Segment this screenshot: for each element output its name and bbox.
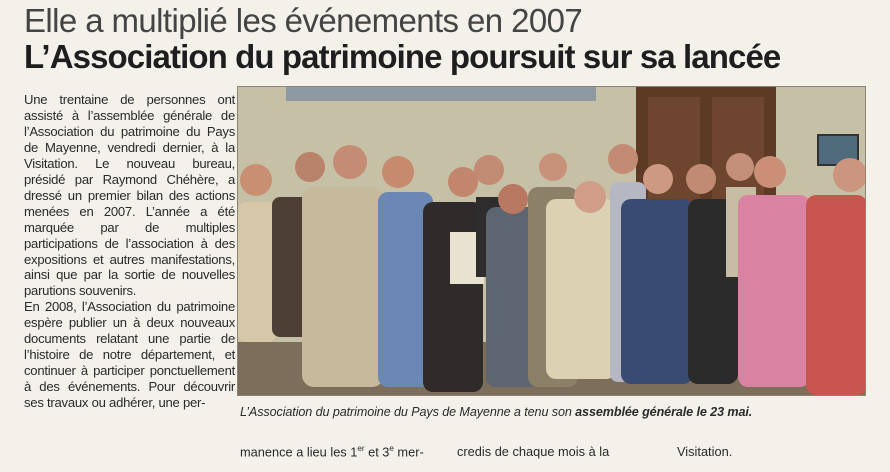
article-body-column: [24, 92, 235, 411]
caption-text: L’Association du patrimoine du Pays de Mayenne a tenu son: [240, 405, 576, 419]
continuation-sup-1: er: [357, 444, 365, 453]
continuation-sup-2: e: [389, 444, 394, 453]
article-kicker: Elle a multiplié les événements en 2007: [24, 2, 583, 39]
continuation-part-3: mer-: [393, 444, 424, 460]
continuation-text-2: credis de chaque mois à la: [457, 444, 610, 459]
body-paragraph-1: Une trentaine de personnes ont assisté à l’assemblée générale de l’Association du patrimoine du Pays de Mayenne, vendredi dernier, à la Visitation. Le nouveau bureau, présidé par Raymond Chéhère, a dressé un premier bilan des actions menées en 2007. L’année a été marquée par de multiples participations de l’association à des expositions et autres manifestations, ainsi que par la sortie de nouvelles parutions souvenirs.: [24, 92, 235, 299]
body-paragraph-2: En 2008, l’Association du patrimoine espère publier un à deux nouveaux documents relatant une partie de l’histoire de notre département, et continuer à participer ponctuellement à des événements. Pour découvrir ses travaux ou adhérer, une per-: [24, 299, 235, 411]
group-photo: [237, 86, 866, 396]
continuation-part-2: et 3: [364, 444, 390, 460]
continuation-part-1: manence a lieu les 1: [240, 444, 358, 460]
group-photo-image: [238, 87, 866, 396]
article-headline: L’Association du patrimoine poursuit sur sa lancée: [24, 38, 781, 75]
caption-emphasis: assemblée générale le 23 mai.: [575, 405, 753, 419]
continuation-text-3: Visitation.: [677, 444, 733, 459]
photo-caption: [240, 405, 870, 419]
continuation-text-1: [240, 444, 424, 459]
